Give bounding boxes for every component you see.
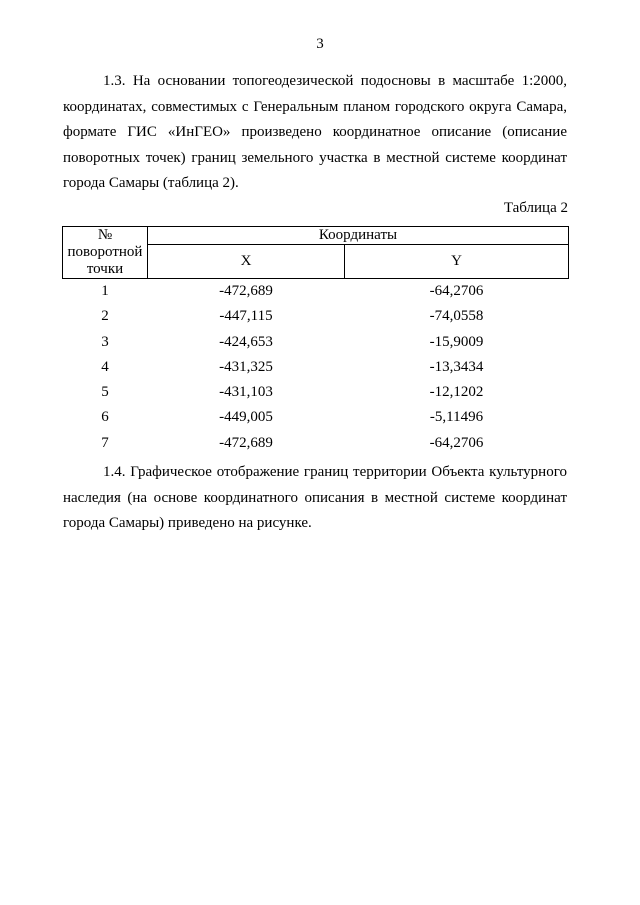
cell-point-number: 7 [101,434,109,451]
cell-x: -431,325 [219,358,273,375]
cell-point-number: 2 [101,308,109,325]
table-row [63,380,569,405]
cell-point-number: 5 [101,384,109,401]
coordinates-table [62,226,569,456]
cell-y: -64,2706 [429,283,484,299]
cell-y: -64,2706 [429,434,484,451]
cell-y: -12,1202 [429,384,484,401]
table-row [63,330,569,355]
paragraph-1-3: 1.3. На основании топогеодезической подосновы в масштабе 1:2000, координатах, совместимых с Генеральным планом городского округа Самара, формате ГИС «ИнГЕО» произведено координатное описание (описание поворотных точек) границ земельного участка в местной системе координат города Самары (таблица 2). [63,73,567,191]
cell-point-number: 3 [101,333,109,350]
table-row [63,279,569,305]
header-coordinates: Координаты [148,227,569,245]
page-number: 3 [316,36,324,52]
header-point-number: № поворотной точки [63,227,148,279]
cell-x: -447,115 [219,308,273,325]
table-row [63,405,569,430]
cell-y: -13,3434 [429,358,484,375]
cell-point-number: 6 [101,409,109,426]
table-row [63,355,569,380]
cell-point-number: 1 [101,283,109,299]
cell-y: -74,0558 [429,308,484,325]
table-row [63,431,569,456]
cell-x: -472,689 [219,283,273,299]
table-row [63,304,569,329]
cell-x: -472,689 [219,434,273,451]
cell-x: -424,653 [219,333,273,350]
header-y: Y [345,245,569,279]
cell-x: -449,005 [219,409,273,426]
header-x: X [148,245,345,279]
cell-y: -15,9009 [429,333,484,350]
cell-y: -5,11496 [429,409,484,426]
cell-x: -431,103 [219,384,273,401]
cell-point-number: 4 [101,358,109,375]
table-caption: Таблица 2 [503,200,568,216]
paragraph-1-4: 1.4. Графическое отображение границ территории Объекта культурного наследия (на основе координатного описания в местной системе координат города Самары) приведено на рисунке. [63,464,567,531]
